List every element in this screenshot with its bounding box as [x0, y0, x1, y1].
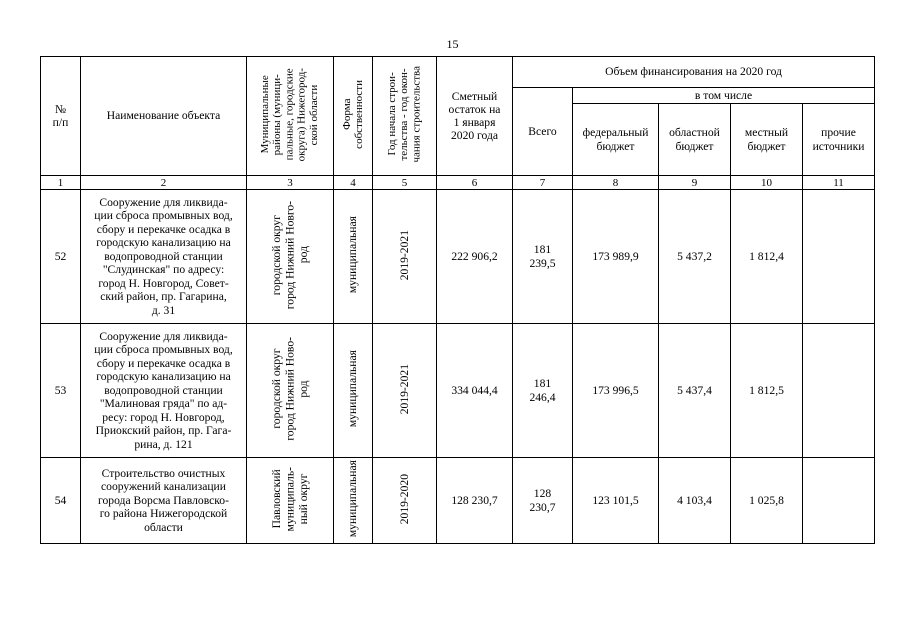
column-number: 5	[373, 176, 437, 190]
table-row	[41, 458, 875, 544]
header-local: местный бюджет	[731, 104, 803, 176]
row-estimate: 222 906,2	[437, 190, 513, 324]
row-ownership: муниципальная	[334, 190, 373, 324]
row-regional: 5 437,2	[659, 190, 731, 324]
row-total: 128 230,7	[513, 458, 573, 544]
column-number: 10	[731, 176, 803, 190]
header-total: Всего	[513, 88, 573, 176]
column-number: 8	[573, 176, 659, 190]
header-financing: Объем финансирования на 2020 год	[513, 57, 875, 88]
row-object-name: Сооружение для ликвида- ции сброса промывных вод, сбору и перекачке осадка в городскую канализацию на водопроводной станции "Слудинская" по адресу: город Н. Новгород, Совет- ский район, пр. Гагарина, д. 31	[81, 190, 247, 324]
row-estimate: 128 230,7	[437, 458, 513, 544]
header-years: Год начала строи- тельства - год окон- чания строительства	[373, 57, 437, 176]
column-number: 9	[659, 176, 731, 190]
column-number: 7	[513, 176, 573, 190]
row-federal: 173 996,5	[573, 324, 659, 458]
row-total: 181 239,5	[513, 190, 573, 324]
row-local: 1 812,4	[731, 190, 803, 324]
row-years: 2019-2020	[373, 458, 437, 544]
row-num: 52	[41, 190, 81, 324]
row-municipality: городской округ город Нижний Новго- род	[247, 190, 334, 324]
column-number: 1	[41, 176, 81, 190]
row-municipality: Павловский муниципаль- ный округ	[247, 458, 334, 544]
row-municipality: городской округ город Нижний Ново- род	[247, 324, 334, 458]
header-municipality: Муниципальные районы (муници- пальные, городские округа) Нижегород- ской области	[247, 57, 334, 176]
row-federal: 173 989,9	[573, 190, 659, 324]
header-name: Наименование объекта	[81, 57, 247, 176]
header-estimate: Сметный остаток на 1 января 2020 года	[437, 57, 513, 176]
row-object-name: Сооружение для ликвида- ции сброса промывных вод, сбору и перекачке осадка в городскую канализацию на водопроводной станции "Малиновая гряда" по ад- ресу: город Н. Новгород, Приокский район, пр. Гага- рина, д. 121	[81, 324, 247, 458]
header-row-1	[41, 57, 875, 88]
header-other: прочие источники	[803, 104, 875, 176]
financing-table	[40, 56, 875, 544]
header-num: № п/п	[41, 57, 81, 176]
row-local: 1 812,5	[731, 324, 803, 458]
header-ownership: Форма собственности	[334, 57, 373, 176]
column-number-row	[41, 176, 875, 190]
header-including: в том числе	[573, 88, 875, 104]
row-years: 2019-2021	[373, 324, 437, 458]
row-local: 1 025,8	[731, 458, 803, 544]
row-num: 54	[41, 458, 81, 544]
column-number: 3	[247, 176, 334, 190]
table-row	[41, 324, 875, 458]
header-federal: федеральный бюджет	[573, 104, 659, 176]
row-ownership: муниципальная	[334, 458, 373, 544]
row-other	[803, 324, 875, 458]
row-other	[803, 190, 875, 324]
row-regional: 4 103,4	[659, 458, 731, 544]
page-number: 15	[446, 37, 459, 51]
row-object-name: Строительство очистных сооружений канализации города Ворсма Павловско- го района Нижегородской области	[81, 458, 247, 544]
column-number: 6	[437, 176, 513, 190]
column-number: 2	[81, 176, 247, 190]
table-row	[41, 190, 875, 324]
row-other	[803, 458, 875, 544]
row-years: 2019-2021	[373, 190, 437, 324]
row-total: 181 246,4	[513, 324, 573, 458]
column-number: 11	[803, 176, 875, 190]
row-regional: 5 437,4	[659, 324, 731, 458]
header-regional: областной бюджет	[659, 104, 731, 176]
row-estimate: 334 044,4	[437, 324, 513, 458]
row-ownership: муниципальная	[334, 324, 373, 458]
row-federal: 123 101,5	[573, 458, 659, 544]
row-num: 53	[41, 324, 81, 458]
column-number: 4	[334, 176, 373, 190]
